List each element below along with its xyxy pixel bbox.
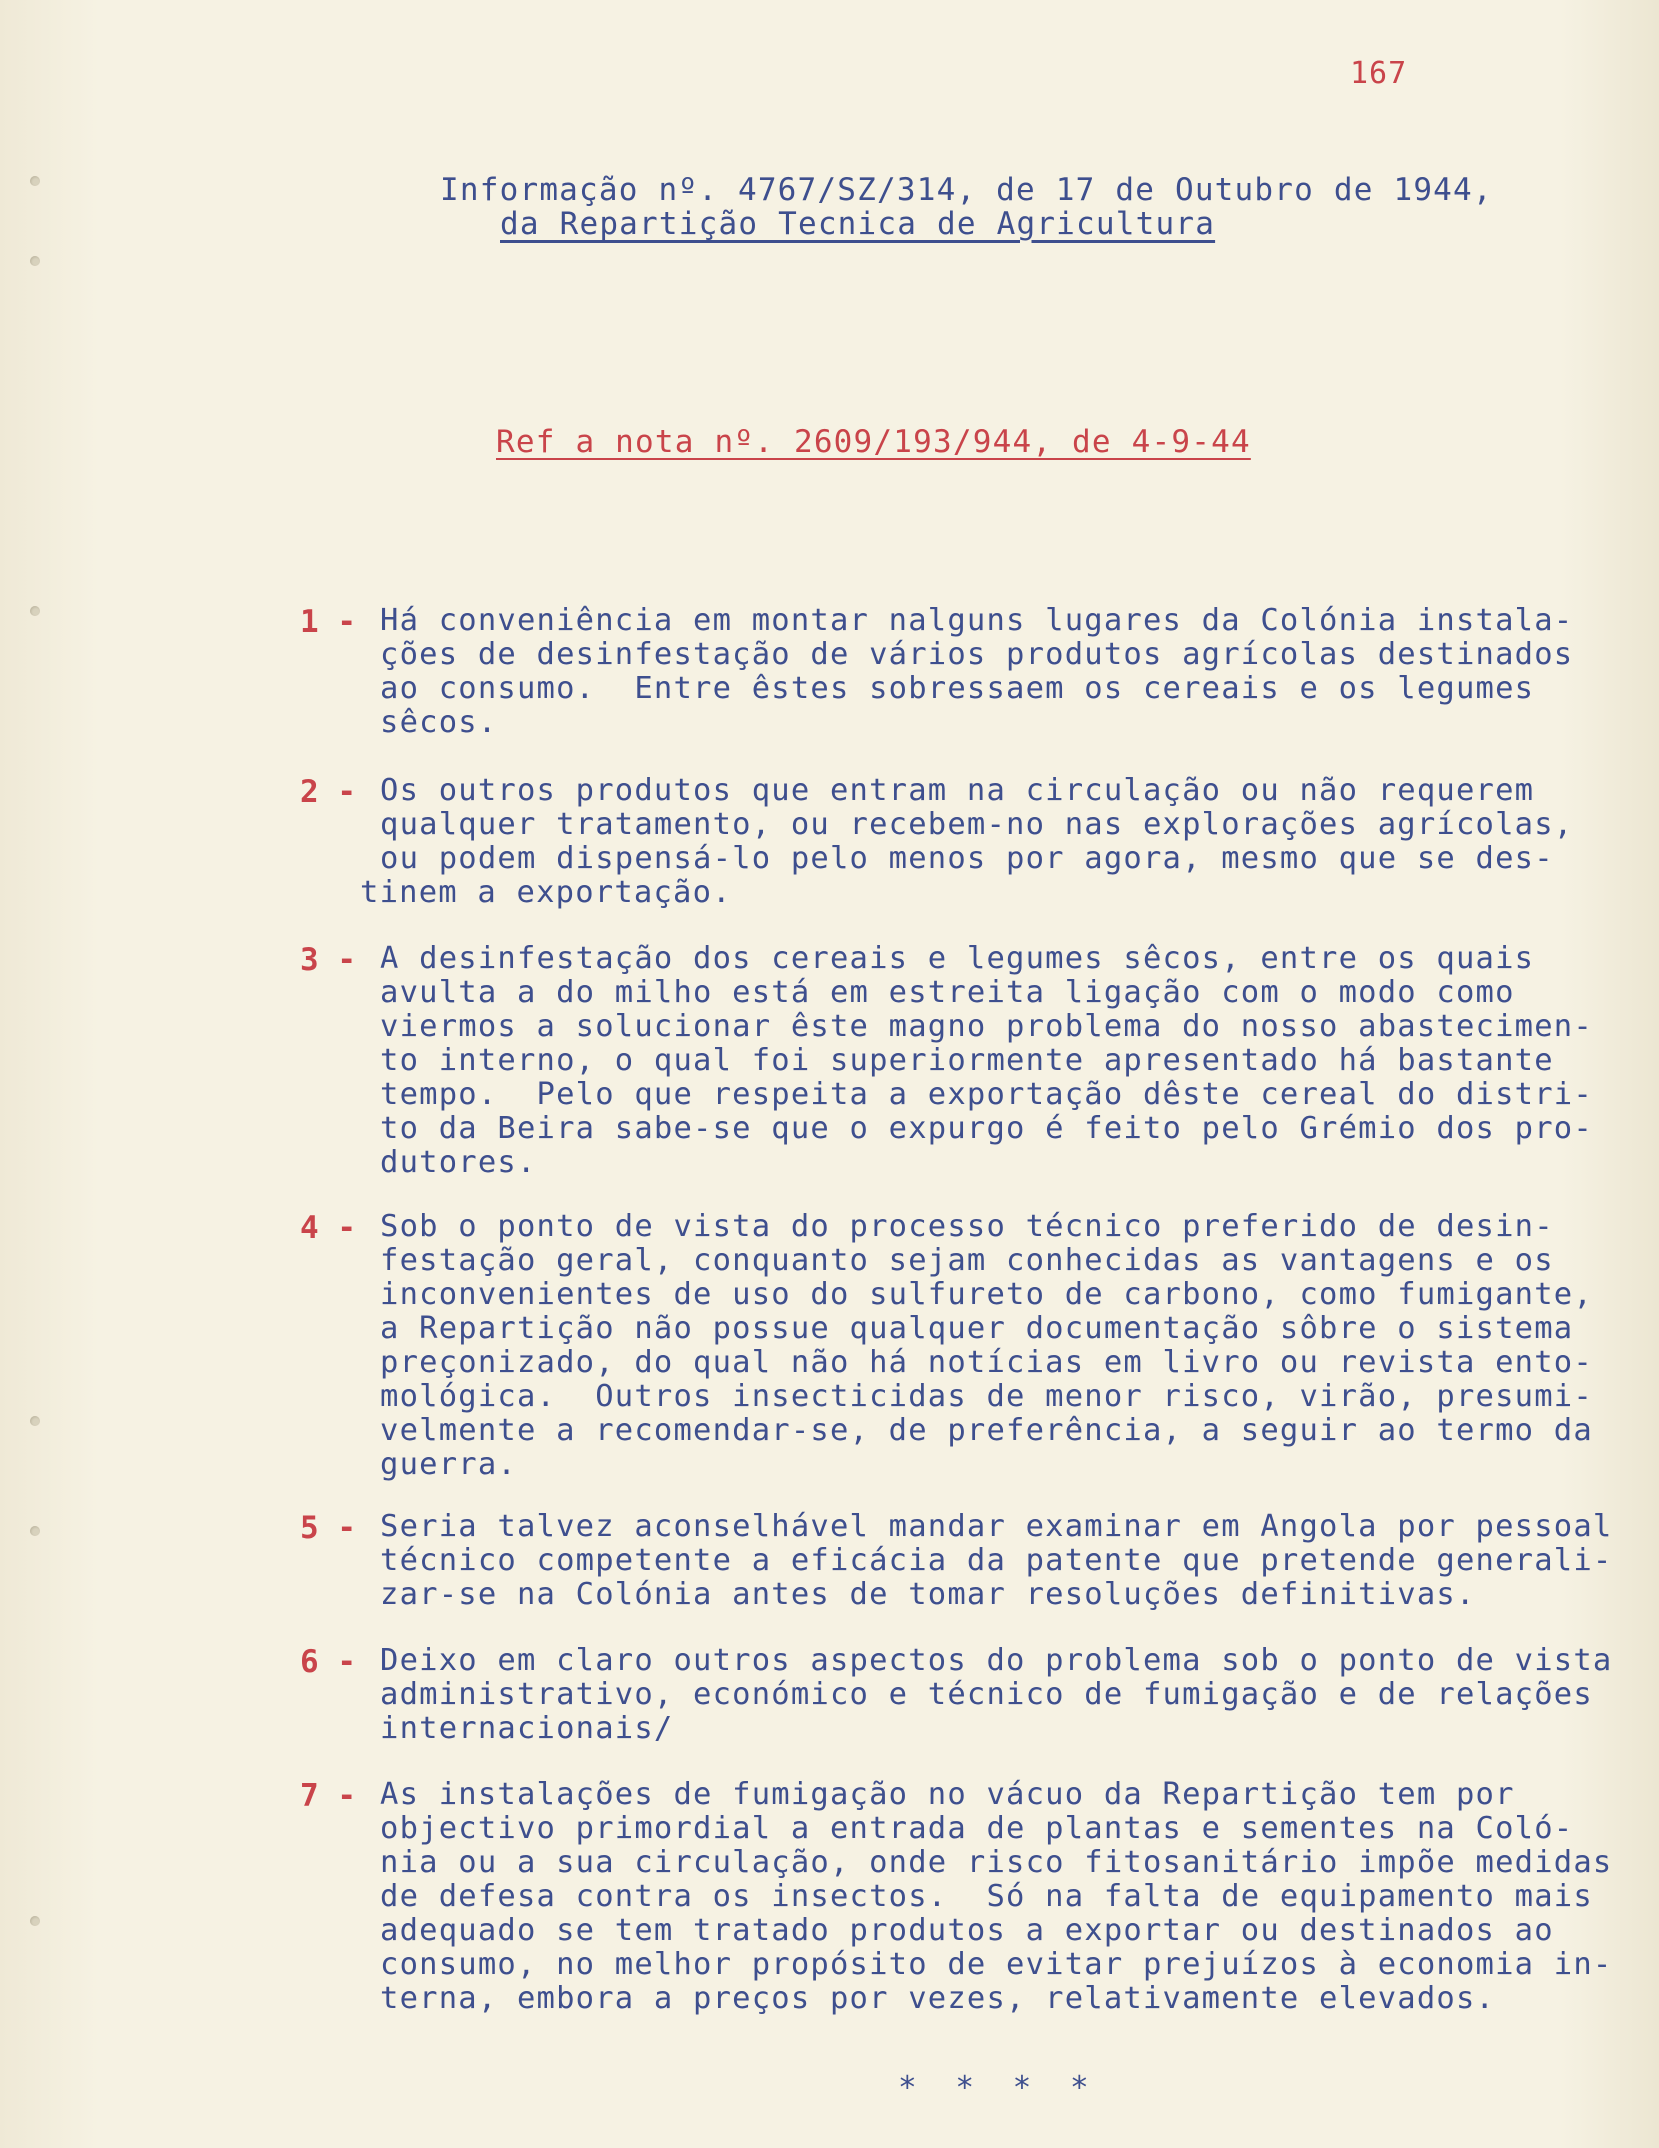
paragraph-text: Há conveniência em montar nalguns lugares da Colónia instala- ções de desinfestação de vários produtos agrícolas destinados ao consumo. Entre êstes sobressaem os cereais e os legumes sêcos. [380,603,1574,740]
paragraph-number: 6 - [300,1644,356,1680]
header-line-2: da Repartição Tecnica de Agricultura [500,206,1216,242]
paragraph-text: Seria talvez aconselhável mandar examinar em Angola por pessoal técnico competente a eficácia da patente que pretende generali- zar-se na Colónia antes de tomar resoluções definitivas. [380,1509,1613,1612]
paragraph-number: 4 - [300,1210,356,1246]
paragraph-text: A desinfestação dos cereais e legumes sêcos, entre os quais avulta a do milho está em estreita ligação com o modo como viermos a solucionar êste magno problema do nosso abastecimen- to interno, o qual foi superiormente apresentado há bastante tempo. Pelo que respeita a exportação dêste cereal do distri- to da Beira sabe-se que o expurgo é feito pelo Grémio dos pro- dutores. [380,941,1593,1180]
reference-line: Ref a nota nº. 2609/193/944, de 4-9-44 [496,424,1251,460]
paragraph-number: 2 - [300,774,356,810]
paragraph-number: 1 - [300,604,356,640]
paragraph-text: Sob o ponto de vista do processo técnico preferido de desin- festação geral, conquanto sejam conhecidas as vantagens e os inconvenientes de uso do sulfureto de carbono, como fumigante, a Repartição não possue qualquer documentação sôbre o sistema preçonizado, do qual não há notícias em livro ou revista ento- mológica. Outros insecticidas de menor risco, virão, presumi- velmente a recomendar-se, de preferência, a seguir ao termo da guerra. [380,1209,1593,1482]
header-line-1: Informação nº. 4767/SZ/314, de 17 de Outubro de 1944, [440,172,1493,208]
page-number: 167 [1350,56,1408,91]
paragraph-number: 5 - [300,1510,356,1546]
paragraph-text: As instalações de fumigação no vácuo da Repartição tem por objectivo primordial a entrada de plantas e sementes na Coló- nia ou a sua circulação, onde risco fitosanitário impõe medidas de defesa contra os insectos. Só na falta de equipamento mais adequado se tem tratado produtos a exportar ou destinados ao consumo, no melhor propósito de evitar prejuízos à economia in- terna, embora a preços por vezes, relativamente elevados. [380,1777,1613,2016]
paragraph-number: 3 - [300,942,356,978]
paragraph-number: 7 - [300,1778,356,1814]
paragraph-text: Os outros produtos que entram na circulação ou não requerem qualquer tratamento, ou recebem-no nas explorações agrícolas, ou podem dispensá-lo pelo menos por agora, mesmo que se des- tinem a exportação. [360,773,1574,910]
closing-asterisks: * * * * [898,2070,1099,2106]
paragraph-text: Deixo em claro outros aspectos do problema sob o ponto de vista administrativo, económico e técnico de fumigação e de relações internacionais/ [380,1643,1613,1746]
